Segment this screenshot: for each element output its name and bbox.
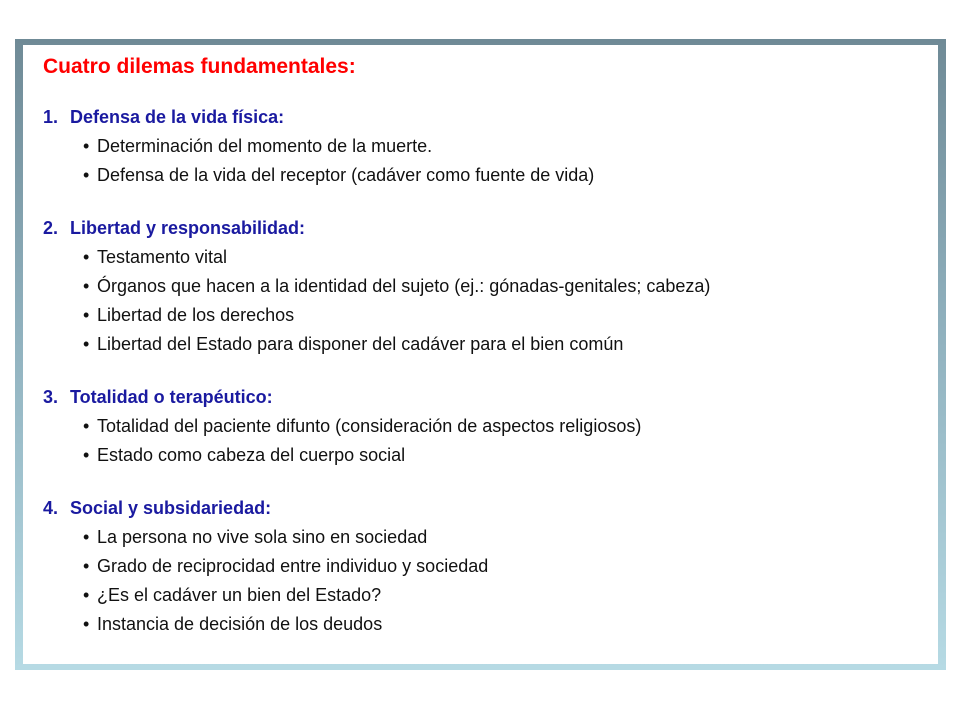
section-heading-text: Social y subsidariedad: <box>70 498 272 518</box>
bullet-text: Órganos que hacen a la identidad del sujeto (ej.: gónadas-genitales; cabeza) <box>97 276 711 296</box>
bullet-text: Testamento vital <box>97 247 228 267</box>
bullet-text: ¿Es el cadáver un bien del Estado? <box>97 585 382 605</box>
bullet-text: Determinación del momento de la muerte. <box>97 136 433 156</box>
section-number: 2. <box>43 218 59 238</box>
bullet-text: Totalidad del paciente difunto (consideración de aspectos religiosos) <box>97 416 642 436</box>
bullet-item <box>43 330 938 359</box>
bullet-icon: • <box>83 614 90 634</box>
section-3 <box>43 383 938 470</box>
bullet-icon: • <box>83 165 90 185</box>
bullet-text: La persona no vive sola sino en sociedad <box>97 527 428 547</box>
slide-frame <box>15 39 946 670</box>
bullet-text: Grado de reciprocidad entre individuo y sociedad <box>97 556 489 576</box>
section-number: 1. <box>43 107 59 127</box>
slide-title: Cuatro dilemas fundamentales: <box>43 55 356 78</box>
bullet-text: Libertad de los derechos <box>97 305 295 325</box>
bullet-item <box>43 412 938 441</box>
bullet-item <box>43 161 938 190</box>
section-heading <box>43 214 938 243</box>
bullet-icon: • <box>83 305 90 325</box>
section-heading-text: Defensa de la vida física: <box>70 107 285 127</box>
bullet-item <box>43 523 938 552</box>
bullet-list <box>43 523 938 639</box>
bullet-list <box>43 243 938 359</box>
section-heading-text: Totalidad o terapéutico: <box>70 387 273 407</box>
bullet-text: Instancia de decisión de los deudos <box>97 614 383 634</box>
bullet-icon: • <box>83 416 90 436</box>
bullet-item <box>43 132 938 161</box>
bullet-icon: • <box>83 247 90 267</box>
section-number: 3. <box>43 387 59 407</box>
section-2 <box>43 214 938 359</box>
section-heading <box>43 383 938 412</box>
bullet-list <box>43 132 938 190</box>
bullet-text: Defensa de la vida del receptor (cadáver como fuente de vida) <box>97 165 595 185</box>
bullet-icon: • <box>83 445 90 465</box>
bullet-icon: • <box>83 276 90 296</box>
bullet-icon: • <box>83 334 90 354</box>
bullet-item <box>43 272 938 301</box>
section-heading-text: Libertad y responsabilidad: <box>70 218 306 238</box>
section-number: 4. <box>43 498 59 518</box>
bullet-item <box>43 301 938 330</box>
section-heading <box>43 103 938 132</box>
bullet-item <box>43 581 938 610</box>
section-1 <box>43 103 938 190</box>
bullet-item <box>43 552 938 581</box>
bullet-text: Estado como cabeza del cuerpo social <box>97 445 406 465</box>
bullet-item <box>43 441 938 470</box>
bullet-list <box>43 412 938 470</box>
bullet-item <box>43 610 938 639</box>
bullet-item <box>43 243 938 272</box>
content-panel <box>23 45 938 664</box>
bullet-text: Libertad del Estado para disponer del cadáver para el bien común <box>97 334 624 354</box>
bullet-icon: • <box>83 527 90 547</box>
section-4 <box>43 494 938 639</box>
bullet-icon: • <box>83 136 90 156</box>
bullet-icon: • <box>83 556 90 576</box>
bullet-icon: • <box>83 585 90 605</box>
section-heading <box>43 494 938 523</box>
